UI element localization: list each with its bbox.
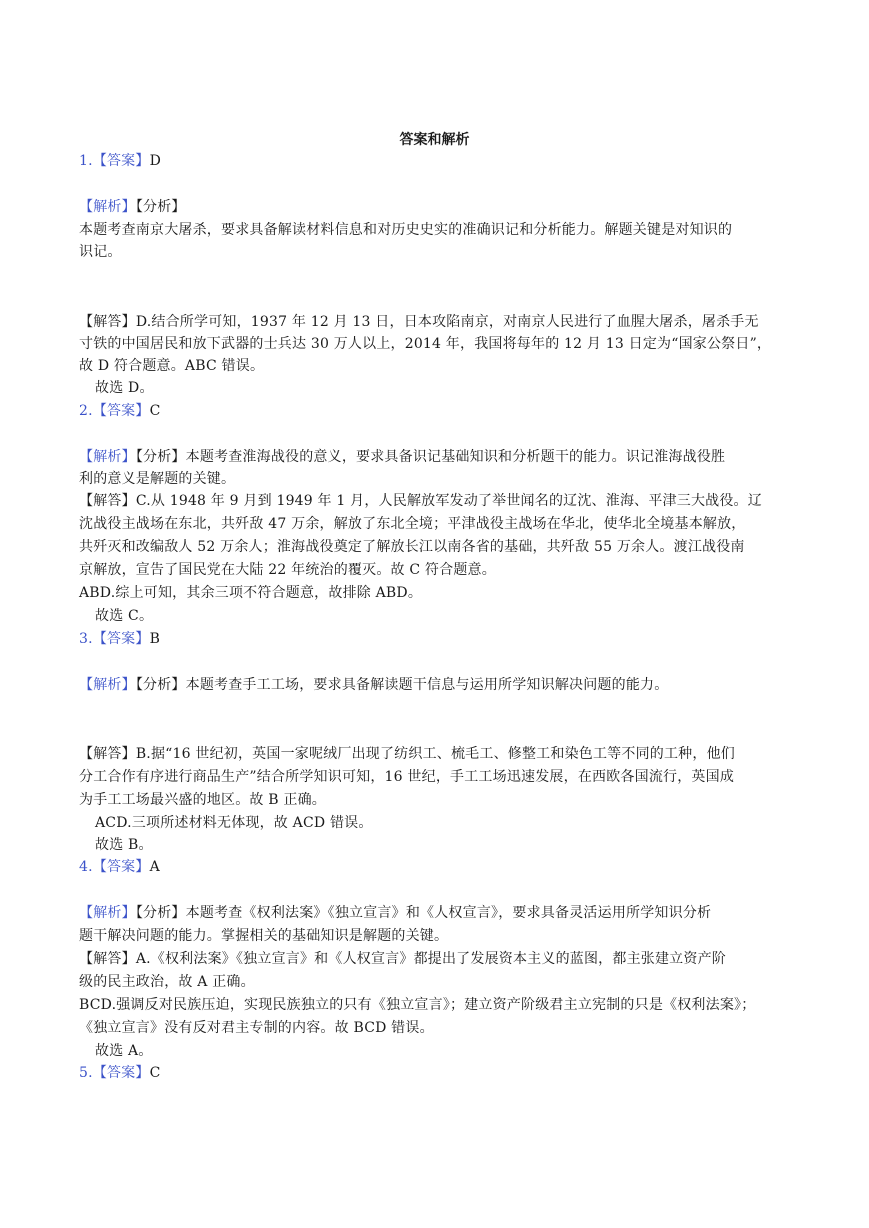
fenxi-label: 【分析】 (135, 677, 186, 693)
q4-answer: A (149, 859, 160, 875)
q3-solution-text: B.据“16 世纪初，英国一家呢绒厂出现了纺织工、梳毛工、修整工和染色工等不同的工种，他们 (135, 746, 735, 762)
answer-label: 【答案】 (92, 403, 150, 419)
answer-label: 【答案】 (92, 1065, 150, 1081)
analysis-label: 【解析】 (79, 905, 136, 921)
q1-answer: D (149, 153, 162, 169)
jieda-label: 【解答】 (79, 746, 136, 762)
q3-extra-line: ACD.三项所述材料无体现，故 ACD 错误。 (95, 815, 373, 831)
answer-label: 【答案】 (92, 631, 150, 647)
fenxi-label: 【分析】 (135, 905, 186, 921)
q1-solution-text: D.结合所学可知，1937 年 12 月 13 日，日本攻陷南京，对南京人民进行了血腥大屠杀，屠杀手无 (135, 314, 759, 330)
q1-conclusion: 故选 D。 (95, 380, 154, 396)
q1-solution-line-2: 寸铁的中国居民和放下武器的士兵达 30 万人以上，2014 年，我国将每年的 12 月 13 日定为“国家公祭日”， (79, 336, 772, 352)
q5-answer: C (149, 1065, 161, 1081)
q4-solution-line-4: 《独立宣言》没有反对君主专制的内容。故 BCD 错误。 (79, 1020, 434, 1036)
q3-conclusion: 故选 B。 (95, 837, 153, 853)
q5-number: 5. (79, 1065, 93, 1081)
analysis-label: 【解析】 (79, 677, 136, 693)
q4-number: 4. (79, 859, 93, 875)
q3-answer: B (149, 631, 161, 647)
q1-solution-line-1 (79, 312, 789, 332)
q2-number: 2. (79, 403, 93, 419)
analysis-label: 【解析】 (79, 199, 136, 215)
fenxi-label: 【分析】 (135, 199, 186, 215)
q4-analysis-line-1 (79, 903, 789, 923)
answer-label: 【答案】 (92, 859, 150, 875)
q4-analysis-text: 本题考查《权利法案》《独立宣言》和《人权宣言》，要求具备灵活运用所学知识分析 (185, 905, 712, 921)
q3-answer-line (79, 629, 789, 649)
q4-solution-line-1 (79, 949, 789, 969)
analysis-label: 【解析】 (79, 449, 136, 465)
q4-solution-text: A.《权利法案》《独立宣言》和《人权宣言》都提出了发展资本主义的蓝图，都主张建立资产阶 (135, 951, 726, 967)
q2-analysis-line-1 (79, 447, 789, 467)
q4-analysis-line-2: 题干解决问题的能力。掌握相关的基础知识是解题的关键。 (79, 928, 449, 944)
q1-number: 1. (79, 153, 93, 169)
jieda-label: 【解答】 (79, 314, 136, 330)
jieda-label: 【解答】 (79, 493, 136, 509)
q2-analysis-line-2: 利的意义是解题的关键。 (79, 471, 236, 487)
q3-analysis-text: 本题考查手工工场，要求具备解读题干信息与运用所学知识解决问题的能力。 (185, 677, 669, 693)
q2-solution-line-4: 京解放，宣告了国民党在大陆 22 年统治的覆灭。故 C 符合题意。 (79, 562, 496, 578)
q2-solution-line-5: ABD.综上可知，其余三项不符合题意，故排除 ABD。 (79, 585, 423, 601)
q2-analysis-text: 本题考查淮海战役的意义，要求具备识记基础知识和分析题干的能力。识记淮海战役胜 (185, 449, 726, 465)
q1-analysis-line-2: 识记。 (79, 244, 122, 260)
q2-solution-line-1 (79, 491, 789, 511)
q1-solution-line-3: 故 D 符合题意。ABC 错误。 (79, 358, 265, 374)
answer-label: 【答案】 (92, 153, 150, 169)
q2-solution-text: C.从 1948 年 9 月到 1949 年 1 月，人民解放军发动了举世闻名的辽沈、淮海、平津三大战役。辽 (135, 493, 762, 509)
q1-analysis-line-1: 本题考查南京大屠杀，要求具备解读材料信息和对历史史实的准确识记和分析能力。解题关键是对知识的 (79, 222, 733, 238)
q2-answer-line (79, 401, 789, 421)
q2-answer: C (149, 403, 161, 419)
q4-answer-line (79, 857, 789, 877)
q2-solution-line-3: 共歼灭和改编敌人 52 万余人；淮海战役奠定了解放长江以南各省的基础，共歼敌 55 万余人。渡江战役南 (79, 539, 745, 555)
q4-solution-line-3: BCD.强调反对民族压迫，实现民族独立的只有《独立宣言》；建立资产阶级君主立宪制的只是《权利法案》； (79, 997, 756, 1013)
q1-analysis-label-line (79, 197, 789, 217)
q1-answer-line (79, 151, 789, 171)
q3-solution-line-3: 为手工工场最兴盛的地区。故 B 正确。 (79, 792, 326, 808)
q4-solution-line-2: 级的民主政治，故 A 正确。 (79, 974, 255, 990)
q3-analysis-line-1 (79, 675, 789, 695)
q2-conclusion: 故选 C。 (95, 608, 154, 624)
q5-answer-line (79, 1063, 789, 1083)
q4-conclusion: 故选 A。 (95, 1043, 153, 1059)
q2-solution-line-2: 沈战役主战场在东北，共歼敌 47 万余，解放了东北全境；平津战役主战场在华北，使华北全境基本解放， (79, 516, 746, 532)
jieda-label: 【解答】 (79, 951, 136, 967)
page-title: 答案和解析 (399, 132, 470, 148)
q3-solution-line-1 (79, 744, 789, 764)
fenxi-label: 【分析】 (135, 449, 186, 465)
q3-number: 3. (79, 631, 93, 647)
q3-solution-line-2: 分工合作有序进行商品生产”结合所学知识可知，16 世纪，手工工场迅速发展，在西欧各国流行，英国成 (79, 769, 735, 785)
